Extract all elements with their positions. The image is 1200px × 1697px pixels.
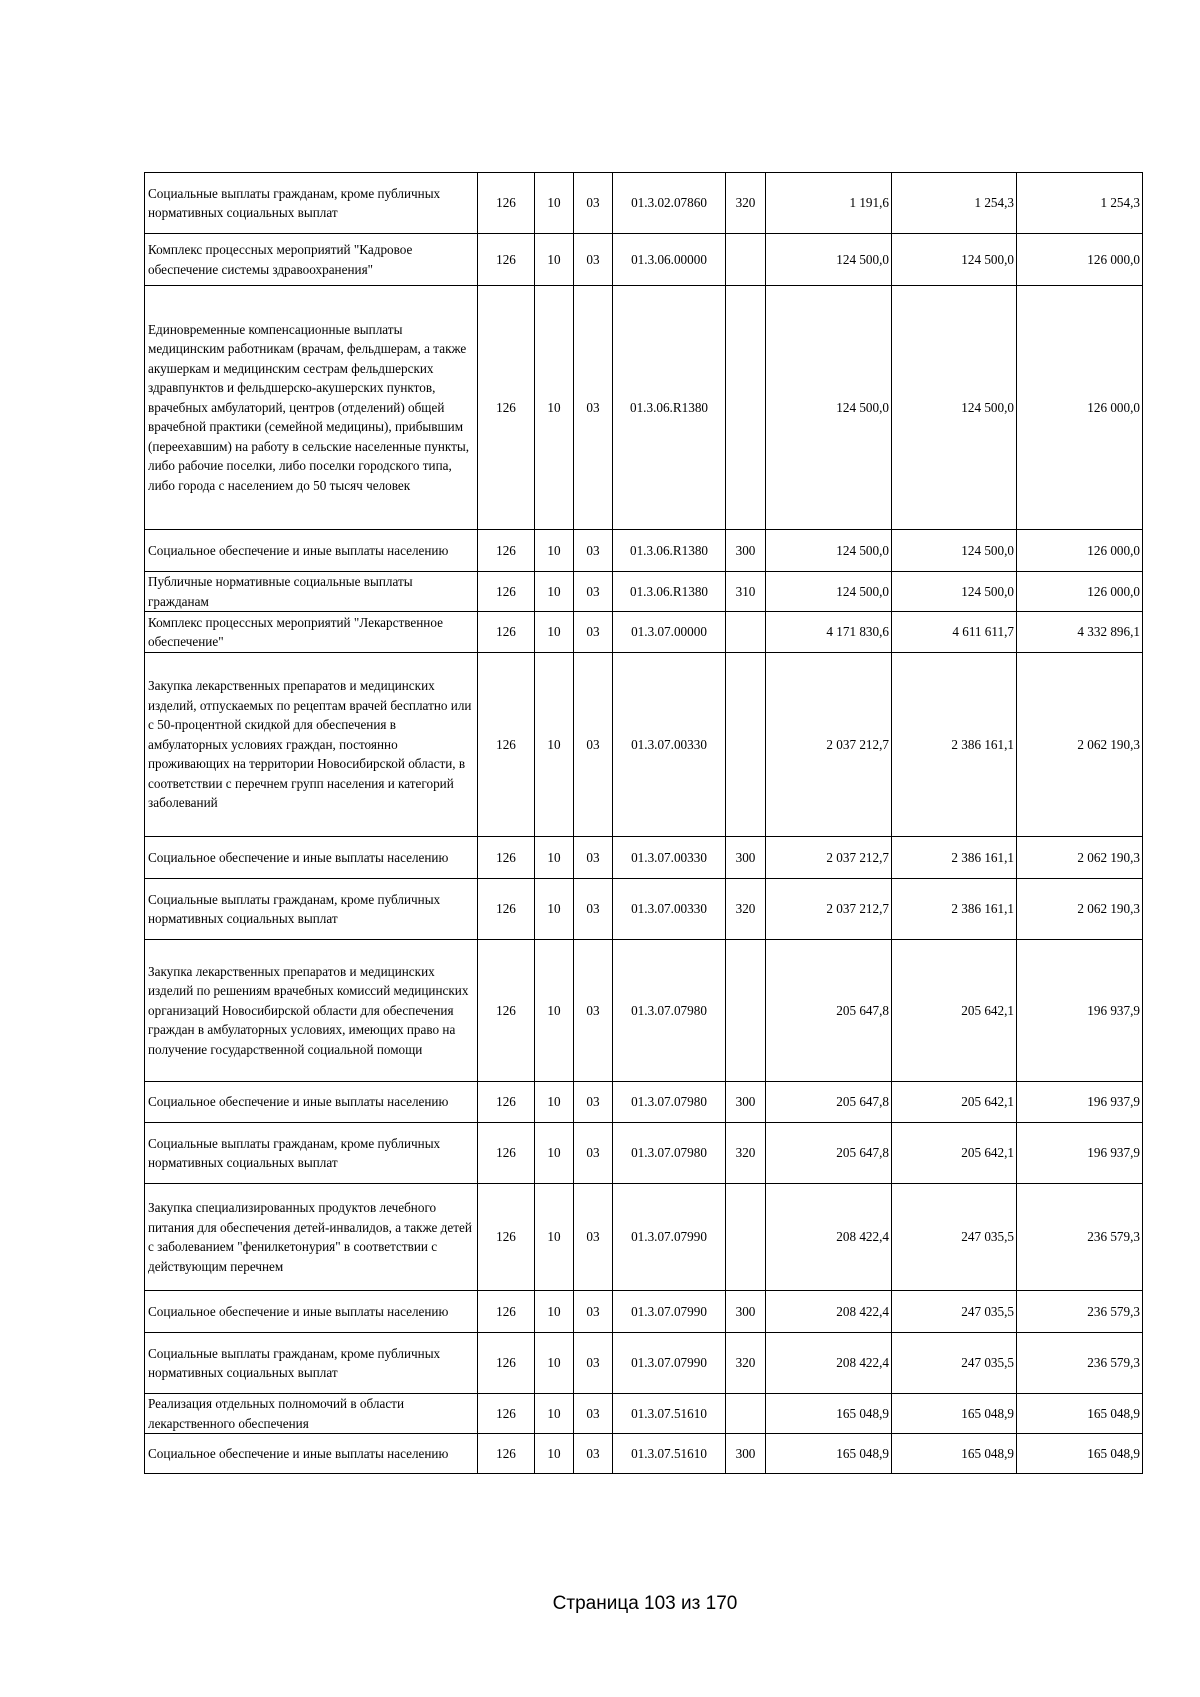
target-article-code: 01.3.07.07990 [613,1333,726,1394]
row-name: Социальные выплаты гражданам, кроме публичных нормативных социальных выплат [145,879,478,940]
subsection-code: 03 [574,1291,613,1333]
section-code: 10 [535,1184,574,1291]
table-row [145,530,1143,572]
section-code: 10 [535,653,574,837]
amount-year-1: 2 037 212,7 [766,837,892,879]
section-code: 10 [535,837,574,879]
subsection-code: 03 [574,530,613,572]
amount-year-3: 165 048,9 [1017,1434,1143,1474]
amount-year-2: 1 254,3 [892,173,1017,234]
subsection-code: 03 [574,612,613,653]
row-name: Реализация отдельных полномочий в области лекарственного обеспечения [145,1394,478,1434]
subsection-code: 03 [574,1394,613,1434]
amount-year-2: 2 386 161,1 [892,837,1017,879]
amount-year-2: 247 035,5 [892,1291,1017,1333]
ministry-code: 126 [478,1333,535,1394]
subsection-code: 03 [574,653,613,837]
amount-year-2: 2 386 161,1 [892,879,1017,940]
expense-type-code [726,612,766,653]
ministry-code: 126 [478,1291,535,1333]
amount-year-1: 1 191,6 [766,173,892,234]
subsection-code: 03 [574,572,613,612]
section-code: 10 [535,286,574,530]
amount-year-3: 236 579,3 [1017,1291,1143,1333]
ministry-code: 126 [478,530,535,572]
subsection-code: 03 [574,879,613,940]
amount-year-2: 124 500,0 [892,530,1017,572]
amount-year-1: 124 500,0 [766,234,892,286]
row-name: Социальное обеспечение и иные выплаты населению [145,530,478,572]
expense-type-code: 320 [726,1333,766,1394]
amount-year-1: 165 048,9 [766,1394,892,1434]
table-row [145,1333,1143,1394]
row-name: Комплекс процессных мероприятий "Кадровое обеспечение системы здравоохранения" [145,234,478,286]
amount-year-3: 2 062 190,3 [1017,879,1143,940]
table-row [145,1291,1143,1333]
section-code: 10 [535,1434,574,1474]
section-code: 10 [535,1333,574,1394]
table-row [145,234,1143,286]
ministry-code: 126 [478,612,535,653]
row-name: Закупка лекарственных препаратов и медицинских изделий по решениям врачебных комиссий медицинских организаций Новосибирской области для обеспечения граждан в амбулаторных условиях, имеющих право на получение государственной социальной помощи [145,940,478,1082]
table-row [145,1434,1143,1474]
table-row [145,879,1143,940]
amount-year-2: 247 035,5 [892,1333,1017,1394]
row-name: Закупка специализированных продуктов лечебного питания для обеспечения детей-инвалидов, а также детей с заболеванием "фенилкетонурия" в соответствии с действующим перечнем [145,1184,478,1291]
section-code: 10 [535,1394,574,1434]
amount-year-3: 196 937,9 [1017,1123,1143,1184]
section-code: 10 [535,234,574,286]
subsection-code: 03 [574,286,613,530]
subsection-code: 03 [574,1123,613,1184]
section-code: 10 [535,612,574,653]
section-code: 10 [535,1291,574,1333]
amount-year-3: 236 579,3 [1017,1184,1143,1291]
amount-year-2: 165 048,9 [892,1394,1017,1434]
target-article-code: 01.3.06.R1380 [613,572,726,612]
expense-type-code: 300 [726,1291,766,1333]
target-article-code: 01.3.07.00330 [613,879,726,940]
amount-year-1: 4 171 830,6 [766,612,892,653]
amount-year-3: 4 332 896,1 [1017,612,1143,653]
amount-year-3: 126 000,0 [1017,530,1143,572]
row-name: Социальное обеспечение и иные выплаты населению [145,1082,478,1123]
amount-year-2: 205 642,1 [892,1123,1017,1184]
expense-type-code [726,286,766,530]
ministry-code: 126 [478,1434,535,1474]
row-name: Социальные выплаты гражданам, кроме публичных нормативных социальных выплат [145,1333,478,1394]
target-article-code: 01.3.06.R1380 [613,286,726,530]
subsection-code: 03 [574,837,613,879]
table-row [145,286,1143,530]
row-name: Социальное обеспечение и иные выплаты населению [145,837,478,879]
subsection-code: 03 [574,1333,613,1394]
amount-year-1: 205 647,8 [766,1082,892,1123]
amount-year-3: 2 062 190,3 [1017,837,1143,879]
expense-type-code: 300 [726,530,766,572]
subsection-code: 03 [574,234,613,286]
amount-year-1: 124 500,0 [766,530,892,572]
ministry-code: 126 [478,837,535,879]
amount-year-3: 126 000,0 [1017,286,1143,530]
amount-year-3: 196 937,9 [1017,1082,1143,1123]
expense-type-code: 310 [726,572,766,612]
target-article-code: 01.3.07.00330 [613,837,726,879]
amount-year-3: 126 000,0 [1017,234,1143,286]
subsection-code: 03 [574,940,613,1082]
table-row [145,940,1143,1082]
subsection-code: 03 [574,1082,613,1123]
amount-year-2: 205 642,1 [892,1082,1017,1123]
target-article-code: 01.3.07.07990 [613,1184,726,1291]
amount-year-2: 205 642,1 [892,940,1017,1082]
amount-year-3: 236 579,3 [1017,1333,1143,1394]
table-row [145,572,1143,612]
row-name: Социальные выплаты гражданам, кроме публичных нормативных социальных выплат [145,1123,478,1184]
table-row [145,653,1143,837]
section-code: 10 [535,530,574,572]
expense-type-code [726,1394,766,1434]
target-article-code: 01.3.07.07980 [613,940,726,1082]
amount-year-3: 1 254,3 [1017,173,1143,234]
expense-type-code [726,1184,766,1291]
amount-year-3: 196 937,9 [1017,940,1143,1082]
ministry-code: 126 [478,234,535,286]
section-code: 10 [535,1123,574,1184]
expense-type-code [726,234,766,286]
ministry-code: 126 [478,1394,535,1434]
target-article-code: 01.3.06.00000 [613,234,726,286]
row-name: Единовременные компенсационные выплаты медицинским работникам (врачам, фельдшерам, а также акушеркам и медицинским сестрам фельдшерских здравпунктов и фельдшерско-акушерских пунктов, врачебных амбулаторий, центров (отделений) общей врачебной практики (семейной медицины), прибывшим (переехавшим) на работу в сельские населенные пункты, либо рабочие поселки, либо поселки городского типа, либо города с населением до 50 тысяч человек [145,286,478,530]
section-code: 10 [535,572,574,612]
amount-year-1: 124 500,0 [766,286,892,530]
amount-year-1: 2 037 212,7 [766,653,892,837]
ministry-code: 126 [478,286,535,530]
row-name: Социальные выплаты гражданам, кроме публичных нормативных социальных выплат [145,173,478,234]
table-row [145,837,1143,879]
amount-year-1: 208 422,4 [766,1184,892,1291]
row-name: Комплекс процессных мероприятий "Лекарственное обеспечение" [145,612,478,653]
expense-type-code: 300 [726,1434,766,1474]
amount-year-2: 124 500,0 [892,234,1017,286]
amount-year-1: 208 422,4 [766,1333,892,1394]
row-name: Социальное обеспечение и иные выплаты населению [145,1434,478,1474]
target-article-code: 01.3.06.R1380 [613,530,726,572]
table-row [145,1184,1143,1291]
amount-year-2: 4 611 611,7 [892,612,1017,653]
row-name: Социальное обеспечение и иные выплаты населению [145,1291,478,1333]
ministry-code: 126 [478,879,535,940]
amount-year-1: 124 500,0 [766,572,892,612]
amount-year-3: 2 062 190,3 [1017,653,1143,837]
amount-year-2: 2 386 161,1 [892,653,1017,837]
amount-year-2: 124 500,0 [892,286,1017,530]
amount-year-2: 165 048,9 [892,1434,1017,1474]
target-article-code: 01.3.07.51610 [613,1394,726,1434]
subsection-code: 03 [574,1184,613,1291]
table-row [145,1123,1143,1184]
amount-year-3: 165 048,9 [1017,1394,1143,1434]
ministry-code: 126 [478,940,535,1082]
subsection-code: 03 [574,173,613,234]
target-article-code: 01.3.07.00330 [613,653,726,837]
section-code: 10 [535,879,574,940]
target-article-code: 01.3.07.07990 [613,1291,726,1333]
expense-type-code [726,940,766,1082]
subsection-code: 03 [574,1434,613,1474]
budget-table [144,172,1143,1474]
row-name: Публичные нормативные социальные выплаты гражданам [145,572,478,612]
table-row [145,1394,1143,1434]
page-number-footer: Страница 103 из 170 [552,1593,738,1614]
amount-year-2: 124 500,0 [892,572,1017,612]
target-article-code: 01.3.07.07980 [613,1123,726,1184]
expense-type-code: 300 [726,1082,766,1123]
ministry-code: 126 [478,173,535,234]
ministry-code: 126 [478,653,535,837]
amount-year-1: 208 422,4 [766,1291,892,1333]
expense-type-code: 320 [726,879,766,940]
amount-year-3: 126 000,0 [1017,572,1143,612]
amount-year-2: 247 035,5 [892,1184,1017,1291]
amount-year-1: 165 048,9 [766,1434,892,1474]
ministry-code: 126 [478,572,535,612]
target-article-code: 01.3.07.00000 [613,612,726,653]
target-article-code: 01.3.07.07980 [613,1082,726,1123]
target-article-code: 01.3.02.07860 [613,173,726,234]
expense-type-code [726,653,766,837]
section-code: 10 [535,173,574,234]
section-code: 10 [535,940,574,1082]
amount-year-1: 205 647,8 [766,940,892,1082]
ministry-code: 126 [478,1082,535,1123]
expense-type-code: 320 [726,173,766,234]
table-body [145,173,1143,1474]
expense-type-code: 320 [726,1123,766,1184]
row-name: Закупка лекарственных препаратов и медицинских изделий, отпускаемых по рецептам врачей бесплатно или с 50-процентной скидкой для обеспечения в амбулаторных условиях граждан, постоянно проживающих на территории Новосибирской области, в соответствии с перечнем групп населения и категорий заболеваний [145,653,478,837]
table-row [145,173,1143,234]
expense-type-code: 300 [726,837,766,879]
section-code: 10 [535,1082,574,1123]
amount-year-1: 2 037 212,7 [766,879,892,940]
ministry-code: 126 [478,1184,535,1291]
ministry-code: 126 [478,1123,535,1184]
table-row [145,1082,1143,1123]
table-row [145,612,1143,653]
amount-year-1: 205 647,8 [766,1123,892,1184]
target-article-code: 01.3.07.51610 [613,1434,726,1474]
